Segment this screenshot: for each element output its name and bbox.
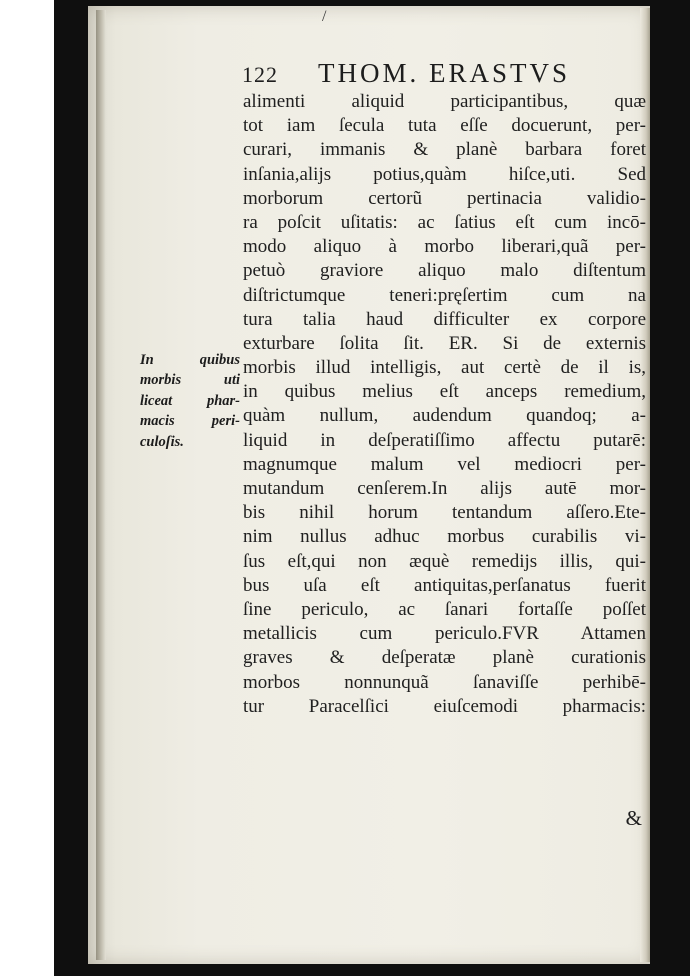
text-line: modo aliquo à morbo liberari,quã per- [243,236,646,258]
marginal-note-line: In quibus [140,352,240,368]
text-line: exturbare ſolita ſit. ER. Si de externis [243,332,646,354]
text-line: diſtrictumque teneri:pręſertim cum na [243,284,646,306]
text-line: ſine periculo, ac ſanari fortaſſe poſſet [243,598,646,620]
text-line: mutandum cenſerem.In alijs autē mor- [243,478,646,499]
marginal-note [140,350,240,452]
text-line: nim nullus adhuc morbus curabilis vi- [243,526,646,548]
text-line: morbis illud intelligis, aut certè de il is, [243,357,646,379]
marginal-note-line: macis peri- [140,413,240,430]
text-line: magnumque malum vel mediocri per- [243,453,646,475]
text-line: ſus eſt,qui non æquè remedijs illis, qui- [243,550,646,572]
text-line: morbos nonnunquã ſanaviſſe perhibē- [243,671,646,693]
body-text [243,90,646,719]
text-line: liquid in deſperatiſſimo affectu putarē: [243,429,646,451]
page-number: 122 [242,62,278,87]
running-head: THOM. ERASTVS [318,58,571,88]
stray-mark: / [322,8,327,25]
text-line: petuò graviore aliquo malo diſtentum [243,260,646,282]
text-line: quàm nullum, audendum quandoq; a- [243,405,646,427]
text-line: curari, immanis & planè barbara foret [243,139,646,161]
text-line: inſania,alijs potius,quàm hiſce,uti. Sed [243,163,646,185]
text-line: ra poſcit uſitatis: ac ſatius eſt cum incō- [243,211,646,233]
marginal-note-line: liceat phar- [140,392,240,409]
marginal-note-line: culoſis. [140,433,184,450]
text-line: alimenti aliquid participantibus, quæ [243,91,646,112]
text-line: graves & deſperatæ planè curationis [243,647,646,669]
text-line: tot iam ſecula tuta eſſe docuerunt, per- [243,115,646,137]
marginal-note-line: morbis uti [140,372,240,389]
text-line: bus uſa eſt antiquitas,perſanatus fuerit [243,574,646,596]
page-gutter [96,10,106,960]
page-header [240,58,640,92]
text-line: metallicis cum periculo.FVR Attamen [243,623,646,645]
text-line: morborum certorũ pertinacia validio- [243,187,646,209]
text-line: tur Paracelſici eiuſcemodi pharmacis: [243,695,646,717]
catchword: & [625,806,642,830]
text-line: bis nihil horum tentandum aſſero.Ete- [243,502,646,524]
text-line: in quibus melius eſt anceps remedium, [243,381,646,403]
text-line: tura talia haud difficulter ex corpore [243,308,646,330]
